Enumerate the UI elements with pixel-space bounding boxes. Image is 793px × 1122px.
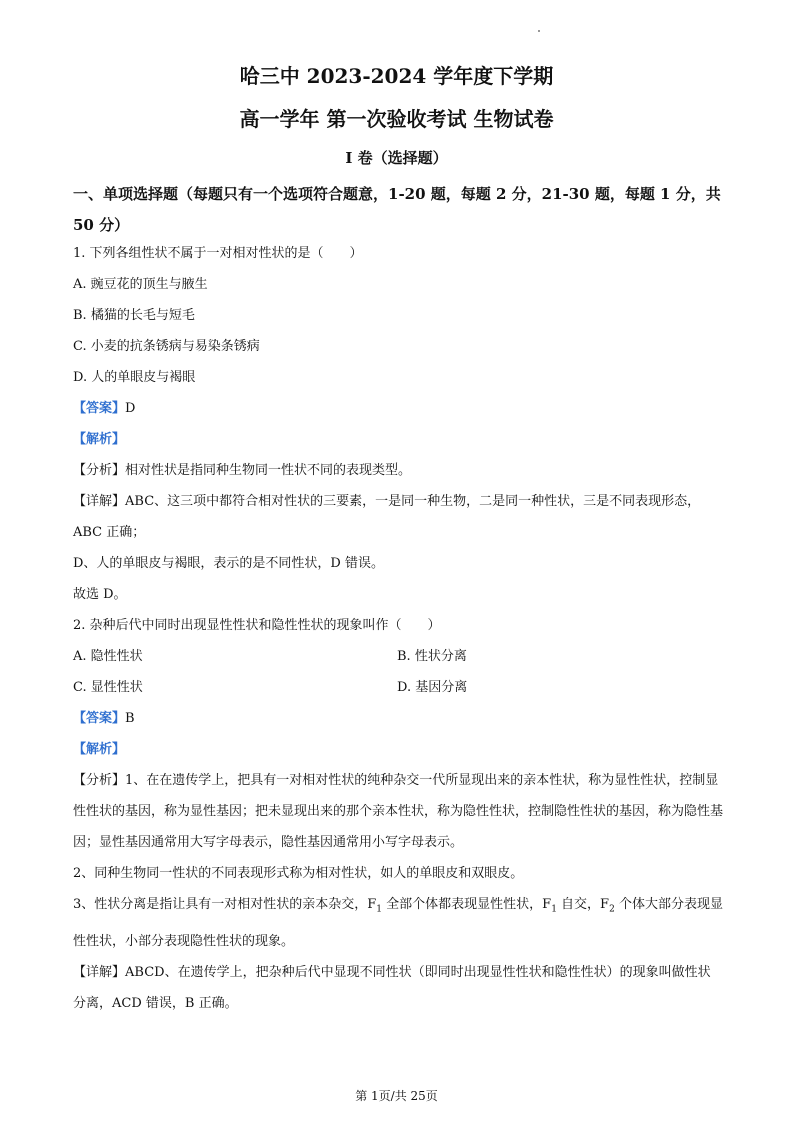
scan-speck	[538, 30, 540, 32]
xiangjie-label: 【详解】	[73, 964, 126, 980]
q2-analysis-heading	[73, 734, 723, 765]
q1-option-b: B. 橘猫的长毛与短毛	[73, 308, 195, 323]
subscript-1: 1	[376, 904, 383, 915]
page-number: 第 1页/共 25页	[355, 1089, 438, 1103]
subscript-2: 2	[609, 904, 615, 915]
q1-conclusion: 故选 D。	[73, 587, 127, 602]
q1-stem: 1. 下列各组性状不属于一对相对性状的是（ ）	[73, 246, 363, 261]
q2-option-d: D. 基因分离	[397, 680, 468, 695]
section-heading: 一、单项选择题（每题只有一个选项符合题意，1-20 题，每题 2 分，21-30 题，每题 1 分，共 50 分）	[73, 185, 721, 234]
q2-point-2: 2、同种生物同一性状的不同表现形式称为相对性状，如人的单眼皮和双眼皮。	[73, 866, 524, 881]
subscript-1b: 1	[551, 904, 557, 915]
q2-stem: 2. 杂种后代中同时出现显性性状和隐性性状的现象叫作（ ）	[73, 618, 441, 633]
answer-label: 【答案】	[73, 401, 126, 416]
q2-option-a: A. 隐性性状	[73, 649, 143, 664]
q1-detail-2: D、人的单眼皮与褐眼，表示的是不同性状，D 错误。	[73, 556, 384, 571]
q2-point-3	[73, 889, 723, 957]
q1-detail-1	[73, 486, 723, 548]
fenxi-label: 【分析】	[73, 463, 126, 478]
analysis-label: 【解析】	[73, 742, 126, 757]
exam-title-line2: 高一学年 第一次验收考试 生物试卷	[239, 107, 554, 131]
q2-answer-line	[73, 703, 723, 734]
q2-options-row-1	[73, 641, 723, 672]
q2-point-3-part-b: 全部个体都表现显性性状，F	[382, 897, 552, 912]
q2-fenxi-text: 1、在在遗传学上，把具有一对相对性状的纯种杂交一代所显现出来的亲本性状，称为显性性状，控制显性性状的基因，称为显性基因；把未显现出来的那个亲本性状，称为隐性性状，控制隐性性状的基因，称为隐性基因；显性基因通常用大写字母表示，隐性基因通常用小写字母表示。	[73, 773, 724, 850]
q1-fenxi-text: 相对性状是指同种生物同一性状不同的表现类型。	[125, 463, 412, 478]
question-body	[73, 238, 723, 1019]
q1-answer-value: D	[125, 401, 136, 416]
analysis-label: 【解析】	[73, 432, 126, 447]
q2-detail	[73, 957, 723, 1019]
q2-point-3-part-c: 自交，F	[556, 897, 610, 912]
q1-answer-line	[73, 393, 723, 424]
fenxi-label: 【分析】	[73, 773, 126, 788]
q2-point-3-part-a: 3、性状分离是指让具有一对相对性状的亲本杂交，F	[73, 897, 377, 912]
q2-fenxi	[73, 765, 723, 858]
exam-title-line1: 哈三中 2023-2024 学年度下学期	[239, 64, 554, 88]
q2-options-row-2	[73, 672, 723, 703]
q2-point-3-part-d: 个体大部分表现显性性状，小部分表现隐性性状的现象。	[73, 897, 723, 949]
q2-answer-value: B	[125, 711, 135, 726]
q1-fenxi	[73, 455, 723, 486]
answer-label: 【答案】	[73, 711, 126, 726]
q1-analysis-heading	[73, 424, 723, 455]
q1-detail-1-text: ABC、这三项中都符合相对性状的三要素，一是同一种生物，二是同一种性状，三是不同表现形态，ABC 正确；	[73, 494, 701, 540]
q2-option-b: B. 性状分离	[397, 649, 467, 664]
q2-detail-text: ABCD、在遗传学上，把杂种后代中显现不同性状（即同时出现显性性状和隐性性状）的现象叫做性状分离，ACD 错误，B 正确。	[73, 964, 711, 1011]
q1-option-c: C. 小麦的抗条锈病与易染条锈病	[73, 339, 260, 354]
part-heading: I 卷（选择题）	[345, 149, 448, 167]
q2-option-c: C. 显性性状	[73, 680, 143, 695]
q1-option-a: A. 豌豆花的顶生与腋生	[73, 277, 208, 292]
q1-option-d: D. 人的单眼皮与褐眼	[73, 370, 196, 385]
xiangjie-label: 【详解】	[73, 494, 126, 509]
